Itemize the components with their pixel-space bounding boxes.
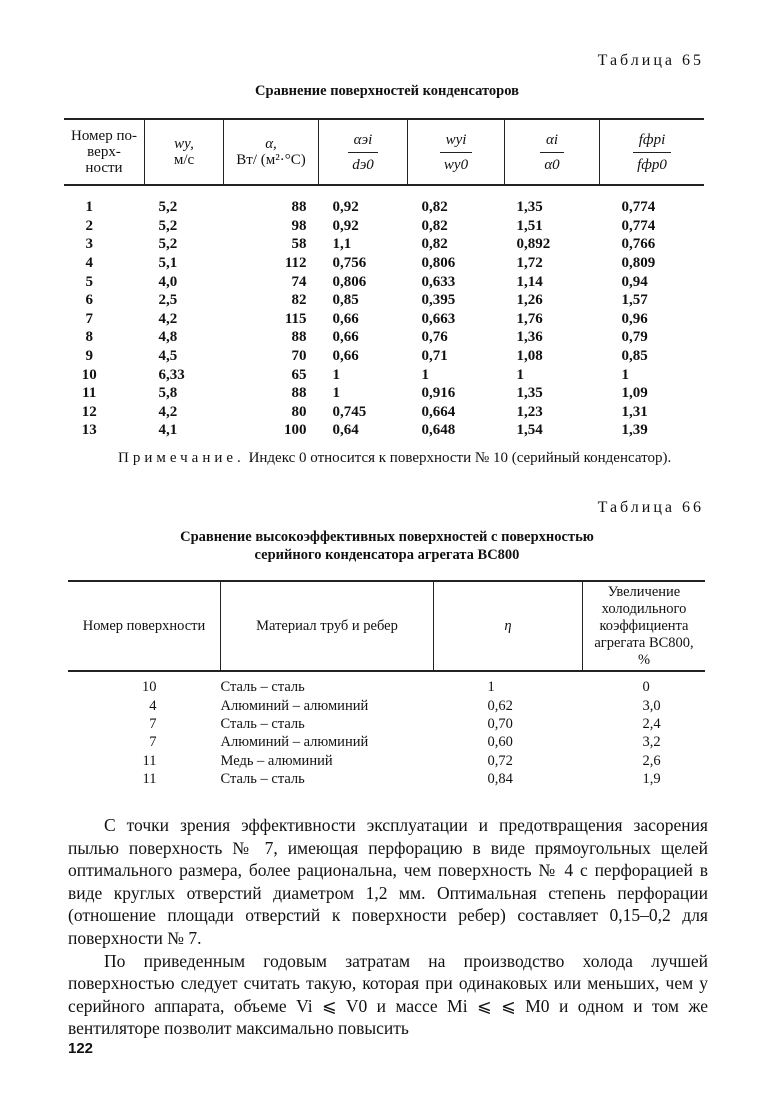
table-66	[68, 580, 705, 788]
table-row	[64, 365, 704, 384]
table-cell: 112	[284, 255, 307, 272]
header-alpha: α, Вт/ (м²·°C)	[224, 119, 319, 185]
table-cell: 0,84	[487, 771, 513, 788]
table-cell: 6,33	[158, 366, 185, 383]
table-cell: 2,4	[642, 715, 661, 732]
table-cell: Сталь – сталь	[220, 715, 305, 732]
table-cell: 5	[85, 273, 93, 290]
table-cell: 11	[142, 752, 157, 769]
table-cell: 0,82	[421, 199, 448, 216]
table-cell: 58	[291, 236, 307, 253]
table-cell: 0,71	[421, 348, 448, 365]
table-cell: 1,31	[621, 403, 648, 420]
table-row	[64, 254, 704, 273]
table-cell: 3	[85, 236, 93, 253]
table-66-header-row	[68, 581, 705, 671]
table-cell: 0,92	[332, 199, 359, 216]
table-cell: 1,36	[516, 329, 543, 346]
table-row	[64, 384, 704, 403]
table-cell: 2	[85, 217, 93, 234]
table-cell: 100	[284, 422, 307, 439]
header-alpha-ratio: $\frac{\alpha i}{\alpha 0}$	[505, 119, 600, 185]
table-cell: 0,809	[621, 255, 656, 272]
table-cell: 9	[85, 348, 93, 365]
table-cell: 0,663	[421, 310, 456, 327]
table-cell: 0,916	[421, 385, 456, 402]
table-cell: 0,648	[421, 422, 456, 439]
table-row	[68, 770, 705, 788]
table-cell: 5,2	[158, 199, 178, 216]
table-cell: 0,774	[621, 199, 656, 216]
table-66-label: Таблица 66	[597, 499, 704, 516]
table-cell: 4,8	[158, 329, 178, 346]
table-cell: 4	[149, 697, 157, 714]
table-cell: 1,35	[516, 199, 543, 216]
table-cell: 1,08	[516, 348, 543, 365]
table-cell: 13	[81, 422, 97, 439]
table-cell: 0,94	[621, 273, 648, 290]
table-cell: 1	[332, 366, 340, 383]
table-row	[64, 272, 704, 291]
table-cell: 1,76	[516, 310, 543, 327]
table-cell: 3,0	[642, 697, 661, 714]
header-velocity: wу, м/с	[145, 119, 224, 185]
table-cell: 0,664	[421, 403, 456, 420]
table-cell: 0,85	[332, 292, 359, 309]
table-cell: 0,756	[332, 255, 367, 272]
table-cell: 0,64	[332, 422, 359, 439]
table-cell: 5,2	[158, 236, 178, 253]
table-cell: 7	[85, 310, 93, 327]
table-row	[64, 347, 704, 366]
table-cell: 0,66	[332, 329, 359, 346]
table-cell: 88	[291, 385, 307, 402]
table-cell: 1,57	[621, 292, 648, 309]
table-cell: Алюминий – алюминий	[220, 734, 369, 751]
table-cell: 1,51	[516, 217, 543, 234]
table-65	[64, 118, 704, 440]
table-cell: 88	[291, 199, 307, 216]
table-65-note	[68, 449, 708, 468]
note-text: Индекс 0 относится к поверхности № 10 (серийный конденсатор).	[248, 450, 672, 466]
table-cell: 0,745	[332, 403, 367, 420]
table-cell: 1,26	[516, 292, 543, 309]
table-cell: 1	[516, 366, 524, 383]
table-66-title: Сравнение высокоэффективных поверхностей с поверхностью серийного конденсатора агрегата ВС800	[180, 529, 594, 563]
table-cell: 1	[621, 366, 629, 383]
table-cell: 80	[291, 403, 307, 420]
table-cell: 1,1	[332, 236, 352, 253]
table-cell: 4,0	[158, 273, 178, 290]
table-cell: 11	[82, 385, 97, 402]
table-cell: 2,5	[158, 292, 178, 309]
table-cell: 4,5	[158, 348, 178, 365]
table-cell: 0,70	[487, 715, 513, 732]
table-cell: 1,54	[516, 422, 543, 439]
header-area-ratio: $\frac{\text{fфрi}}{\text{fфр0}}$	[600, 119, 705, 185]
table-row	[64, 235, 704, 254]
table-66-body	[68, 671, 705, 788]
table-cell: 3,2	[642, 734, 661, 751]
note-label: Примечание.	[118, 450, 245, 466]
table-row	[64, 217, 704, 236]
table-cell: 98	[291, 217, 307, 234]
table-cell: 7	[149, 734, 157, 751]
table-cell: 0,60	[487, 734, 513, 751]
table-row	[68, 733, 705, 751]
table-cell: 1,35	[516, 385, 543, 402]
table-cell: 12	[81, 403, 97, 420]
header-surface-number: Номер по- верх- ности	[64, 119, 145, 185]
table-cell: 0,766	[621, 236, 656, 253]
body-text	[68, 814, 708, 1040]
header-cop-increase: Увеличение холодильного коэффициента агрегата ВС800, %	[583, 581, 706, 671]
table-cell: 0,96	[621, 310, 648, 327]
table-cell: Сталь – сталь	[220, 679, 305, 696]
table-row	[64, 328, 704, 347]
table-cell: 10	[142, 679, 157, 696]
table-row	[68, 671, 705, 696]
table-cell: Сталь – сталь	[220, 771, 305, 788]
header-eta: η	[434, 581, 583, 671]
table-cell: 115	[284, 310, 307, 327]
table-65-header-row	[64, 119, 704, 185]
table-cell: 4,2	[158, 310, 178, 327]
table-cell: 1	[487, 679, 495, 696]
table-cell: 4	[85, 255, 93, 272]
table-cell: Медь – алюминий	[220, 752, 333, 769]
table-cell: 1,14	[516, 273, 543, 290]
table-cell: 0,79	[621, 329, 648, 346]
header-velocity-ratio: $\frac{\text{wуi}}{wу0}$	[408, 119, 505, 185]
table-cell: 0,806	[421, 255, 456, 272]
table-cell: 0,66	[332, 348, 359, 365]
table-65-title: Сравнение поверхностей конденсаторов	[255, 83, 519, 99]
header-diameter-ratio: $\frac{\text{αэi}}{dэ0}$	[319, 119, 408, 185]
table-cell: 7	[149, 715, 157, 732]
table-65-label: Таблица 65	[597, 52, 704, 69]
table-cell: 82	[291, 292, 307, 309]
table-cell: 4,2	[158, 403, 178, 420]
table-cell: 2,6	[642, 752, 661, 769]
table-cell: 0,806	[332, 273, 367, 290]
table-cell: 4,1	[158, 422, 178, 439]
table-row	[68, 752, 705, 770]
table-cell: 0	[642, 679, 650, 696]
table-cell: 1	[85, 199, 93, 216]
table-row	[68, 715, 705, 733]
table-cell: 0,62	[487, 697, 513, 714]
table-cell: 1,39	[621, 422, 648, 439]
table-cell: 0,82	[421, 217, 448, 234]
table-cell: 70	[291, 348, 307, 365]
table-cell: 1	[332, 385, 340, 402]
table-cell: 65	[291, 366, 307, 383]
paragraph-2: По приведенным годовым затратам на производство холода лучшей поверхностью следует считать такую, которая при одинаковых или меньших, чем у серийного аппарата, объеме Vi ⩽ V0 и массе Mi ⩽ ⩽ M0 и одном и том же вентиляторе позволит максимально повысить	[68, 950, 708, 1039]
table-cell: 11	[142, 771, 157, 788]
table-cell: 88	[291, 329, 307, 346]
table-row	[64, 310, 704, 329]
table-cell: 1,9	[642, 771, 661, 788]
table-row	[64, 185, 704, 217]
table-cell: 1,09	[621, 385, 648, 402]
table-cell: 0,633	[421, 273, 456, 290]
table-cell: 0,82	[421, 236, 448, 253]
page-number: 122	[68, 1040, 94, 1057]
table-cell: 6	[85, 292, 93, 309]
table-cell: 1,72	[516, 255, 543, 272]
table-row	[68, 696, 705, 714]
table-cell: 8	[85, 329, 93, 346]
table-cell: 0,76	[421, 329, 448, 346]
table-cell: 5,8	[158, 385, 178, 402]
table-cell: 0,66	[332, 310, 359, 327]
table-row	[64, 291, 704, 310]
table-cell: 5,2	[158, 217, 178, 234]
table-cell: 1,23	[516, 403, 543, 420]
table-cell: 0,892	[516, 236, 551, 253]
header-material: Материал труб и ребер	[221, 581, 434, 671]
table-row	[64, 403, 704, 422]
table-row	[64, 421, 704, 440]
table-cell: 74	[291, 273, 307, 290]
table-cell: 1	[421, 366, 429, 383]
paragraph-1: С точки зрения эффективности эксплуатации и предотвращения засорения пылью поверхность № 7, имеющая перфорацию в виде прямоугольных щелей оптимального размера, более рациональна, чем поверхность № 4 с перфорацией в виде круглых отверстий диаметром 1,2 мм. Оптимальная степень перфорации (отношение площади отверстий к поверхности ребер) составляет 0,15–0,2 для поверхности № 7.	[68, 815, 708, 948]
table-cell: 5,1	[158, 255, 178, 272]
table-cell: 0,72	[487, 752, 513, 769]
table-65-body	[64, 185, 704, 440]
table-cell: 10	[81, 366, 97, 383]
header-surface-number: Номер поверхности	[68, 581, 221, 671]
table-cell: 0,395	[421, 292, 456, 309]
table-cell: Алюминий – алюминий	[220, 697, 369, 714]
table-cell: 0,85	[621, 348, 648, 365]
table-cell: 0,774	[621, 217, 656, 234]
table-cell: 0,92	[332, 217, 359, 234]
